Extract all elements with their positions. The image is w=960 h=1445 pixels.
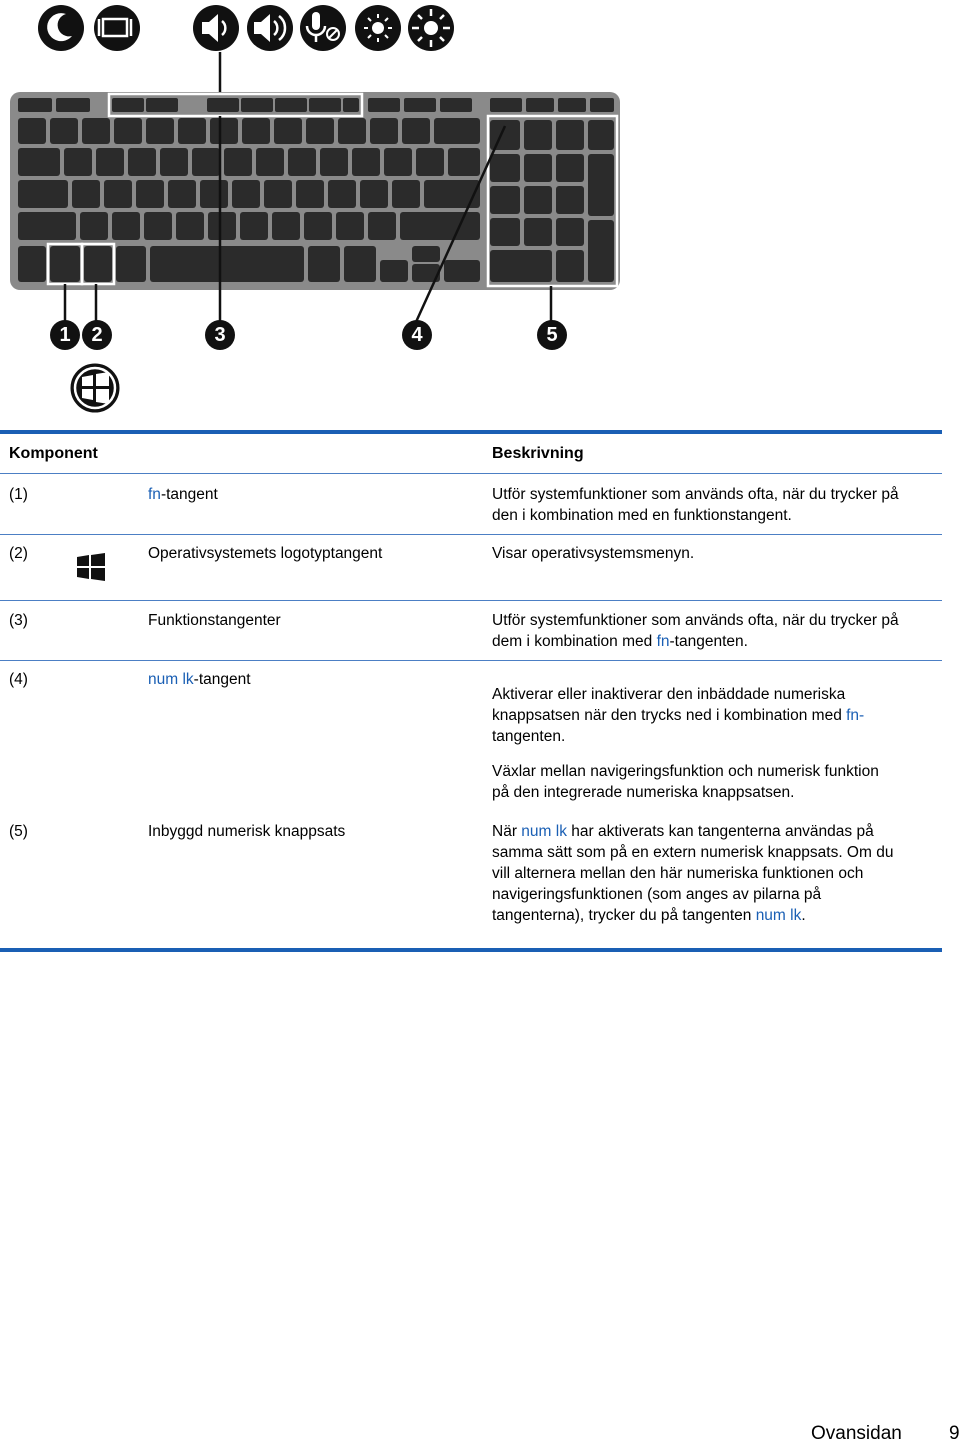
keyboard-illustration [0, 0, 960, 420]
callout-1: 1 [50, 320, 80, 350]
row-description: Utför systemfunktioner som används ofta, när du trycker på den i kombination med en funktionstangent. [492, 486, 899, 524]
row-rule [0, 600, 942, 601]
num-lk-link[interactable]: num lk [755, 907, 802, 924]
display-switch-icon [94, 5, 140, 51]
function-icons-strip [38, 5, 454, 51]
row-number: (4) [9, 671, 28, 688]
num-lk-link[interactable]: num lk [148, 671, 194, 688]
row-number: (3) [9, 612, 28, 629]
mic-mute-icon [300, 5, 346, 51]
row-number: (2) [9, 545, 28, 562]
callout-3: 3 [205, 320, 235, 350]
callout-2: 2 [82, 320, 112, 350]
row-description: Aktiverar eller inaktiverar den inbäddade numeriska knappsatsen när den trycks ned i kombination med fn- tangenten. [492, 686, 865, 745]
keyboard-figure [0, 0, 960, 420]
fn-link[interactable]: fn [148, 486, 161, 503]
row-name: Funktionstangenter [148, 612, 281, 629]
row-number: (1) [9, 486, 28, 503]
volume-up-icon [247, 5, 293, 51]
callout-4: 4 [402, 320, 432, 350]
callout-5: 5 [537, 320, 567, 350]
footer-section-title: Ovansidan [811, 1423, 902, 1444]
row-description: Visar operativsystemsmenyn. [492, 545, 695, 562]
brightness-down-icon [355, 5, 401, 51]
row-number: (5) [9, 823, 28, 840]
row-name: Operativsystemets logotyptangent [148, 545, 383, 562]
row-name: num lk-tangent [148, 671, 251, 688]
fn-link[interactable]: fn- [846, 707, 865, 724]
row-description: När num lk har aktiverats kan tangenterna användas på samma sätt som på en extern numerisk knappsats. Om du vill alternera mellan den här numeriska funktionen och navigeringsfunktionen (som anges av pilarna på tangenterna), trycker du på tangenten num lk. [492, 823, 894, 924]
header-rule [0, 473, 942, 474]
volume-down-icon [193, 5, 239, 51]
row-description: Utför systemfunktioner som används ofta, när du trycker på dem i kombination med fn-tangenten. [492, 612, 899, 650]
brightness-up-icon [408, 5, 454, 51]
row-description-extra: Växlar mellan navigeringsfunktion och numerisk funktion på den integrerade numeriska knappsatsen. [492, 763, 879, 801]
row-rule [0, 534, 942, 535]
fn-link[interactable]: fn [656, 633, 670, 650]
row-name: fn-tangent [148, 486, 218, 503]
keyboard-body [10, 92, 620, 290]
windows-key-icon [76, 552, 106, 582]
page-number: 9 [949, 1423, 960, 1444]
row-rule [0, 660, 942, 661]
num-lk-link[interactable]: num lk [521, 823, 567, 840]
row-name: Inbyggd numerisk knappsats [148, 823, 346, 840]
windows-logo-icon [71, 364, 119, 412]
header-component: Komponent [9, 445, 98, 462]
table-top-rule [0, 430, 942, 434]
header-description: Beskrivning [492, 445, 584, 462]
sleep-icon [38, 5, 84, 51]
table-bottom-rule [0, 948, 942, 952]
